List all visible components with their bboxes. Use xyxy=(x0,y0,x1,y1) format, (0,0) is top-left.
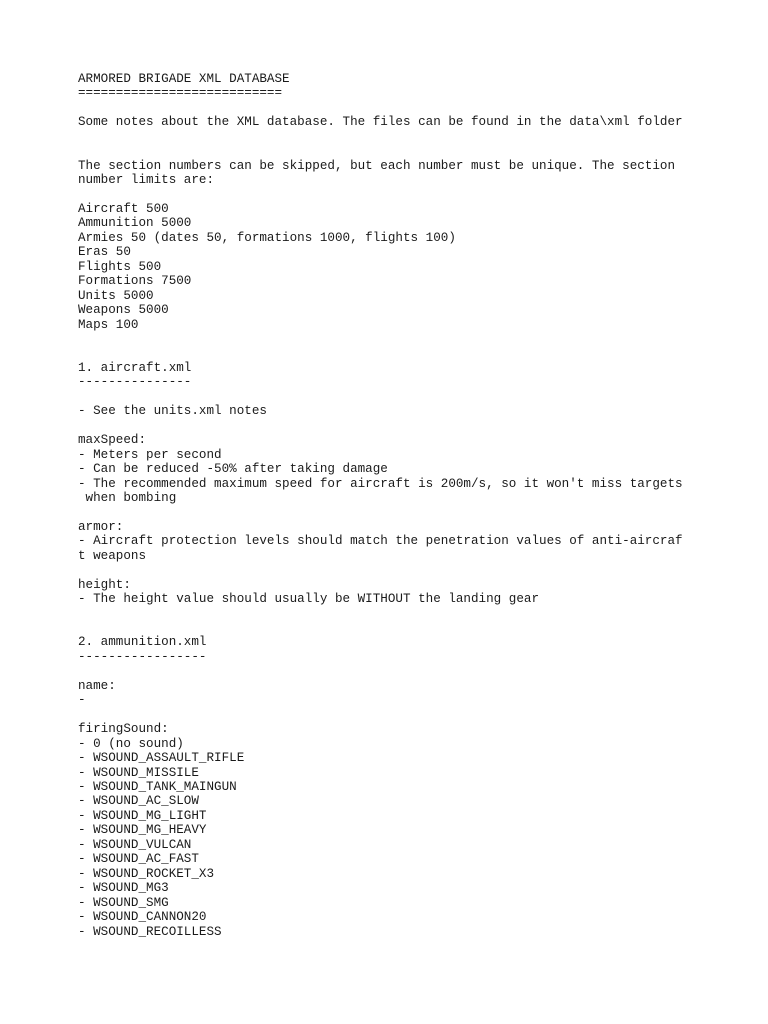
section-intro-line: The section numbers can be skipped, but each number must be unique. The section xyxy=(78,158,676,173)
spacer xyxy=(78,621,718,635)
limits-list xyxy=(78,202,718,332)
heading-underline: --------------- xyxy=(78,375,192,390)
ammunition-section xyxy=(78,635,718,938)
spacer xyxy=(78,708,718,722)
limit-item: Units 5000 xyxy=(78,288,154,303)
spacer xyxy=(78,130,718,144)
field-note: - The height value should usually be WITHOUT the landing gear xyxy=(78,592,540,607)
limit-item: Eras 50 xyxy=(78,245,131,260)
spacer xyxy=(78,101,718,115)
spacer xyxy=(78,144,718,158)
section-heading: 2. ammunition.xml xyxy=(78,635,207,650)
document-title: ARMORED BRIGADE XML DATABASE xyxy=(78,72,290,86)
spacer xyxy=(78,188,718,202)
field-label-armor: armor: xyxy=(78,519,124,534)
list-item: - WSOUND_MG_LIGHT xyxy=(78,808,207,823)
field-note: t weapons xyxy=(78,548,147,563)
list-item: - WSOUND_AC_SLOW xyxy=(78,794,199,809)
note-line: - See the units.xml notes xyxy=(78,404,267,419)
limit-item: Maps 100 xyxy=(78,317,139,332)
limit-item: Ammunition 5000 xyxy=(78,216,192,231)
intro-text: Some notes about the XML database. The files can be found in the data\xml folder xyxy=(78,115,683,130)
section-intro-line: number limits are: xyxy=(78,173,215,188)
spacer xyxy=(78,332,718,346)
spacer xyxy=(78,505,718,519)
limit-item: Aircraft 500 xyxy=(78,202,169,217)
field-label-height: height: xyxy=(78,577,131,592)
field-label-firing-sound: firingSound: xyxy=(78,722,169,737)
spacer xyxy=(78,390,718,404)
list-item: - WSOUND_ROCKET_X3 xyxy=(78,866,215,881)
list-item: - WSOUND_RECOILLESS xyxy=(78,924,222,939)
field-note: - xyxy=(78,693,86,708)
limit-item: Flights 500 xyxy=(78,259,162,274)
list-item: - WSOUND_MG_HEAVY xyxy=(78,823,207,838)
field-note: - Meters per second xyxy=(78,447,222,462)
title-underline: =========================== xyxy=(78,86,283,101)
heading-underline: ----------------- xyxy=(78,649,207,664)
section-heading: 1. aircraft.xml xyxy=(78,360,192,375)
field-label-maxspeed: maxSpeed: xyxy=(78,433,147,448)
list-item: - WSOUND_ASSAULT_RIFLE xyxy=(78,751,245,766)
list-item: - WSOUND_CANNON20 xyxy=(78,910,207,925)
list-item: - WSOUND_MISSILE xyxy=(78,765,199,780)
field-note: - The recommended maximum speed for aircraft is 200m/s, so it won't miss targets xyxy=(78,476,683,491)
firing-sound-list xyxy=(78,737,718,939)
spacer xyxy=(78,563,718,577)
limit-item: Armies 50 (dates 50, formations 1000, flights 100) xyxy=(78,230,456,245)
aircraft-section xyxy=(78,361,718,607)
field-label-name: name: xyxy=(78,678,116,693)
list-item: - WSOUND_MG3 xyxy=(78,881,169,896)
limit-item: Weapons 5000 xyxy=(78,303,169,318)
list-item: - WSOUND_TANK_MAINGUN xyxy=(78,779,237,794)
list-item: - WSOUND_VULCAN xyxy=(78,837,192,852)
list-item: - WSOUND_AC_FAST xyxy=(78,852,199,867)
spacer xyxy=(78,664,718,678)
field-note: when bombing xyxy=(78,491,177,506)
field-note: - Aircraft protection levels should match the penetration values of anti-aircraf xyxy=(78,534,683,549)
spacer xyxy=(78,419,718,433)
list-item: - WSOUND_SMG xyxy=(78,895,169,910)
limit-item: Formations 7500 xyxy=(78,274,192,289)
spacer xyxy=(78,347,718,361)
spacer xyxy=(78,607,718,621)
list-item: - 0 (no sound) xyxy=(78,736,184,751)
document-page xyxy=(78,72,718,939)
field-note: - Can be reduced -50% after taking damage xyxy=(78,462,388,477)
